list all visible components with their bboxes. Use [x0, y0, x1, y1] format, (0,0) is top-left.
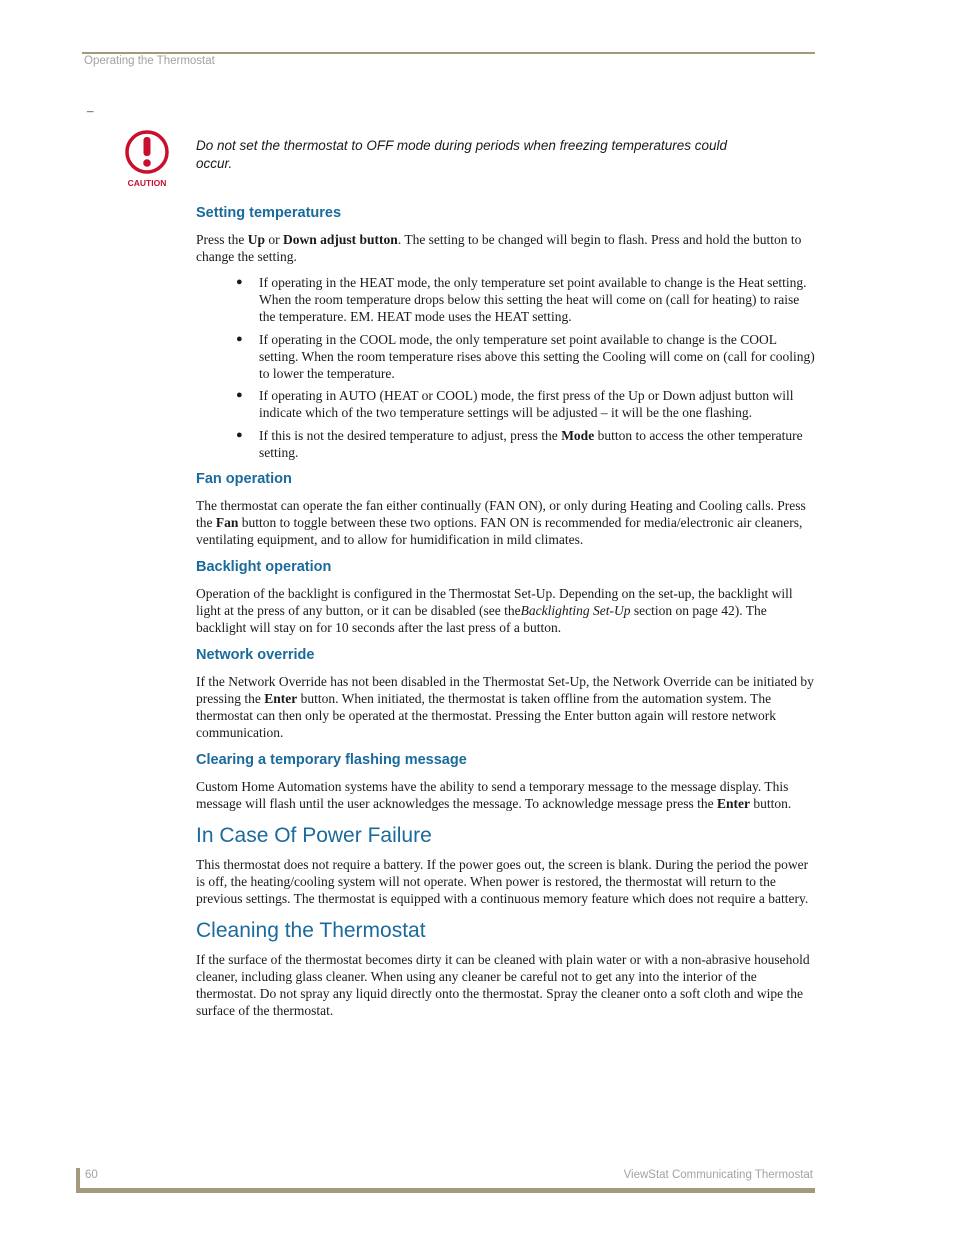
fan-operation-body: The thermostat can operate the fan either continually (FAN ON), or only during Heating and Cooling calls. Press the Fan button to toggle between these two options. FAN ON is recommended for media/electronic air cleaners, ventilating equipment, and to allow for humidification in mild climates. [196, 498, 806, 548]
footer-title: ViewStat Communicating Thermostat [623, 1169, 813, 1181]
list-item: ● If this is not the desired temperature to adjust, press the Mode button to access the other temperature setting. [259, 427, 816, 461]
power-failure-body: This thermostat does not require a battery. If the power goes out, the screen is blank. During the period the power is off, the heating/cooling system will not operate. When power is restored, the thermostat will return to the previous settings. The thermostat is equipped with a continuous memory feature which does not require a battery. [196, 857, 809, 907]
running-header: Operating the Thermostat [84, 55, 215, 67]
cleaning-body: If the surface of the thermostat becomes dirty it can be cleaned with plain water or with a non-abrasive household cleaner, including glass cleaner. When using any cleaner be careful not to get any into the interior of the thermostat. Do not spray any liquid directly onto the thermostat. Spray the cleaner onto a soft cloth and wipe the surface of the thermostat. [196, 952, 810, 1019]
list-item: ● If operating in AUTO (HEAT or COOL) mode, the first press of the Up or Down adjust button will indicate which of the two temperature settings will be adjusted – it will be the one flashing. [259, 387, 816, 421]
setting-temperatures-list [196, 274, 816, 461]
heading-clearing-message: Clearing a temporary flashing message [196, 752, 467, 769]
network-override-body: If the Network Override has not been disabled in the Thermostat Set-Up, the Network Override can be initiated by pressing the Enter button. When initiated, the thermostat is taken offline from the automation system. The thermostat can then only be operated at the thermostat. Pressing the Enter button again will restore network communication. [196, 674, 814, 741]
setting-temperatures-intro: Press the Up or Down adjust button. The setting to be changed will begin to flash. Press and hold the button to change the setting. [196, 232, 802, 264]
heading-fan-operation: Fan operation [196, 471, 292, 488]
backlight-operation-body: Operation of the backlight is configured in the Thermostat Set-Up. Depending on the set-up, the backlight will light at the press of any button, or it can be disabled (see theBacklighting Set-Up section on page 42). The backlight will stay on for 10 seconds after the last press of a button. [196, 586, 793, 636]
heading-network-override: Network override [196, 647, 315, 664]
clearing-message-body: Custom Home Automation systems have the ability to send a temporary message to the message display. This message will flash until the user acknowledges the message. To acknowledge message press the Enter button. [196, 779, 792, 812]
header-rule [82, 52, 815, 54]
list-item: ● If operating in the COOL mode, the only temperature set point available to change is the COOL setting. When the room temperature rises above this setting the Cooling will come on (call for cooling) to lower the temperature. [259, 331, 816, 383]
heading-power-failure: In Case Of Power Failure [196, 824, 432, 848]
footer-rule [76, 1188, 815, 1193]
dash-mark: – [87, 103, 94, 118]
heading-backlight-operation: Backlight operation [196, 559, 332, 576]
caution-label: CAUTION [127, 178, 167, 188]
heading-cleaning: Cleaning the Thermostat [196, 919, 426, 943]
main-content [196, 203, 816, 1028]
caution-text: Do not set the thermostat to OFF mode during periods when freezing temperatures could occur. [196, 138, 728, 171]
caution-icon [120, 129, 174, 177]
heading-setting-temperatures: Setting temperatures [196, 205, 342, 221]
caution-block [120, 129, 174, 191]
page-number: 60 [85, 1169, 98, 1181]
list-item: ● If operating in the HEAT mode, the only temperature set point available to change is the Heat setting. When the room temperature drops below this setting the heat will come on (call for heating) to raise the temperature. EM. HEAT mode uses the HEAT setting. [259, 274, 816, 326]
